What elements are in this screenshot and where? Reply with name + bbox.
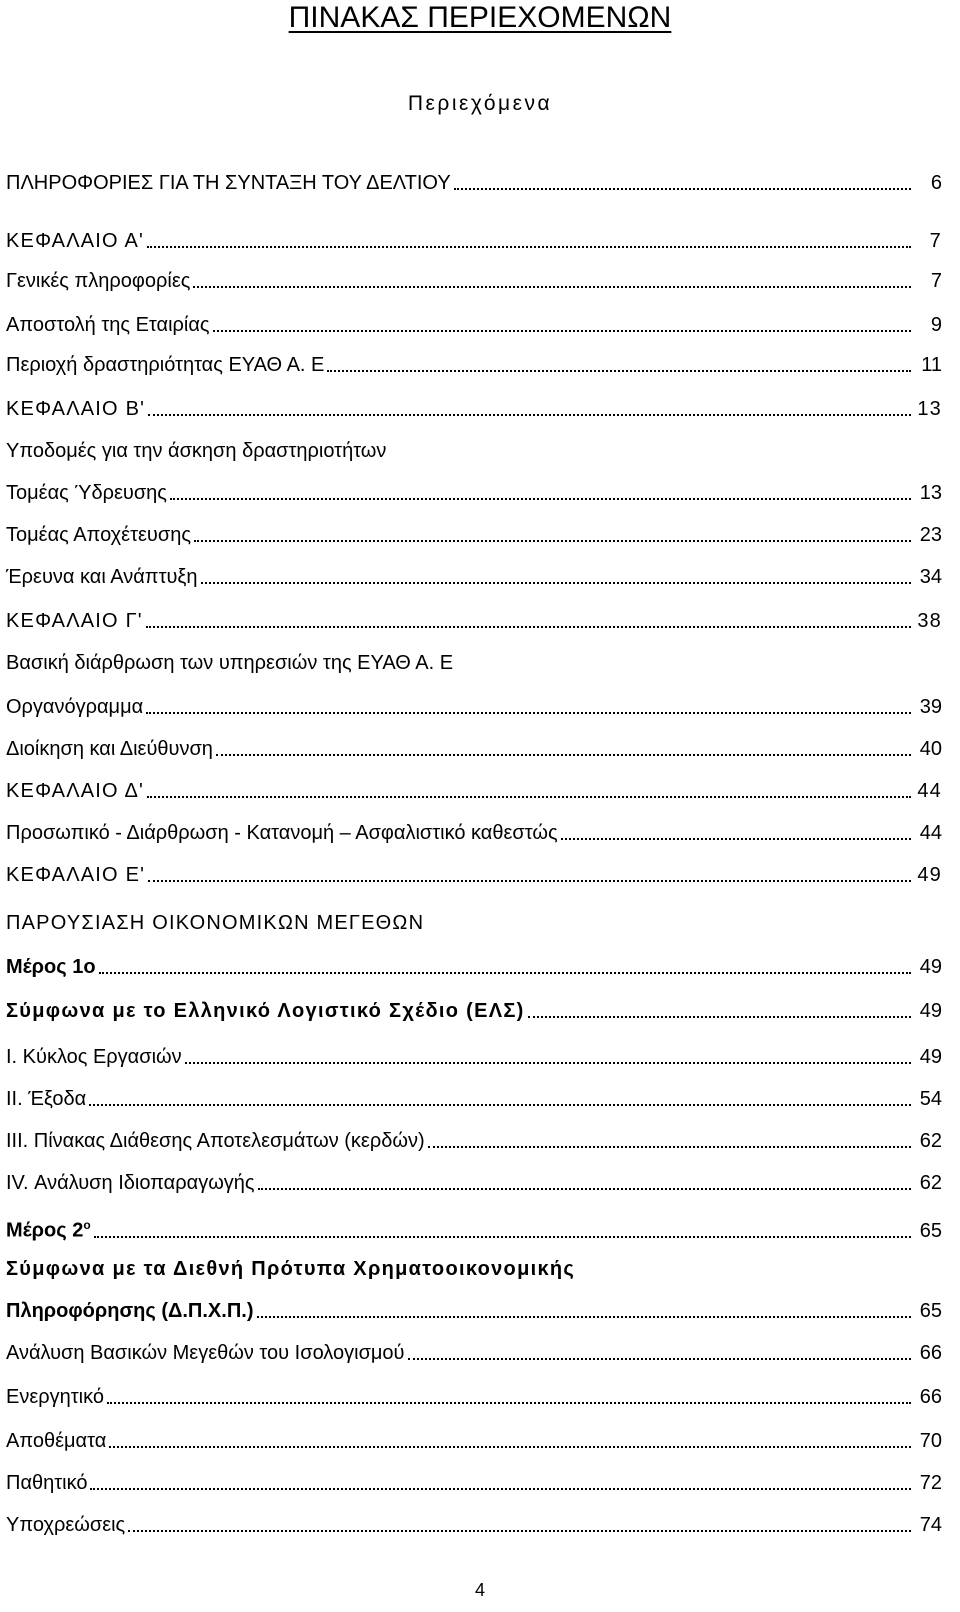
toc-leader xyxy=(94,1236,911,1238)
toc-entry-label: III. Πίνακας Διάθεσης Αποτελεσμάτων (κερδών) xyxy=(6,1130,425,1152)
toc-entry-page: 6 xyxy=(930,172,942,194)
toc-entry[interactable] xyxy=(6,1470,942,1496)
toc-entry-page: 66 xyxy=(919,1342,942,1364)
toc-entry[interactable] xyxy=(6,650,942,676)
toc-leader xyxy=(90,1488,911,1490)
toc-entry-page: 62 xyxy=(919,1172,942,1194)
toc-entry-label: ΚΕΦΑΛΑΙΟ Ε' xyxy=(6,864,146,886)
toc-entry-label: Οργανόγραμμα xyxy=(6,696,144,718)
toc-entry[interactable] xyxy=(6,1256,942,1282)
toc-entry-page: 49 xyxy=(917,864,942,886)
toc-entry[interactable] xyxy=(6,1428,942,1454)
toc-leader xyxy=(109,1446,911,1448)
toc-entry[interactable] xyxy=(6,862,942,888)
toc-entry-label: ΠΑΡΟΥΣΙΑΣΗ ΟΙΚΟΝΟΜΙΚΩΝ ΜΕΓΕΘΩΝ xyxy=(6,912,425,934)
toc-entry[interactable] xyxy=(6,1044,942,1070)
toc-leader xyxy=(89,1104,911,1106)
toc-entry[interactable] xyxy=(6,820,942,846)
toc-entry-page: 34 xyxy=(919,566,942,588)
toc-entry-page: 65 xyxy=(919,1300,942,1322)
toc-entry-label: Έρευνα και Ανάπτυξη xyxy=(6,566,198,588)
toc-entry-label: Σύμφωνα με τα Διεθνή Πρότυπα Χρηματοοικονομικής xyxy=(6,1258,576,1280)
contents-subtitle: Περιεχόμενα xyxy=(407,92,553,115)
toc-entry-label: Αποστολή της Εταιρίας xyxy=(6,314,210,336)
toc-entry[interactable] xyxy=(6,736,942,762)
toc-entry[interactable] xyxy=(6,268,942,294)
toc-leader xyxy=(257,1316,912,1318)
toc-leader xyxy=(146,712,911,714)
toc-entry-label: Τομέας Ύδρευσης xyxy=(6,482,167,504)
toc-entry-label: IV. Ανάλυση Ιδιοπαραγωγής xyxy=(6,1172,255,1194)
toc-leader xyxy=(201,582,911,584)
toc-entry-page: 70 xyxy=(919,1430,942,1452)
toc-entry-page: 44 xyxy=(917,780,942,802)
toc-entry-page: 11 xyxy=(921,354,942,376)
toc-entry[interactable] xyxy=(6,564,942,590)
toc-entry-label: Αποθέματα xyxy=(6,1430,107,1452)
toc-entry-page: 49 xyxy=(919,956,942,978)
toc-entry-label: Μέρος 1ο xyxy=(6,956,96,978)
toc-entry-label: Προσωπικό - Διάρθρωση - Κατανομή – Ασφαλιστικό καθεστώς xyxy=(6,822,558,844)
toc-leader xyxy=(194,540,911,542)
toc-leader xyxy=(528,1016,911,1018)
toc-entry[interactable] xyxy=(6,608,942,634)
toc-entry-label: II. Έξοδα xyxy=(6,1088,87,1110)
toc-entry[interactable] xyxy=(6,1212,942,1244)
toc-entry-label: ΚΕΦΑΛΑΙΟ Δ' xyxy=(6,780,145,802)
toc-entry-page: 54 xyxy=(919,1088,942,1110)
toc-entry-label: Πληροφόρησης (Δ.Π.Χ.Π.) xyxy=(6,1300,254,1322)
toc-entry-page: 40 xyxy=(919,738,942,760)
toc-entry[interactable] xyxy=(6,522,942,548)
toc-entry-page: 39 xyxy=(919,696,942,718)
toc-entry-label: Υποχρεώσεις xyxy=(6,1514,126,1536)
page-number: 4 xyxy=(474,1580,485,1600)
toc-entry-label: Περιοχή δραστηριότητας ΕΥΑΘ Α. Ε xyxy=(6,354,325,376)
toc-entry-label: Βασική διάρθρωση των υπηρεσιών της ΕΥΑΘ Α. Ε xyxy=(6,652,454,674)
toc-entry-label: ΚΕΦΑΛΑΙΟ Α' xyxy=(6,230,145,252)
toc-entry[interactable] xyxy=(6,170,942,196)
toc-entry-page: 13 xyxy=(919,482,942,504)
toc-entry-page: 66 xyxy=(919,1386,942,1408)
toc-entry-label: Υποδομές για την άσκηση δραστηριοτήτων xyxy=(6,440,387,462)
toc-entry[interactable] xyxy=(6,694,942,720)
toc-leader xyxy=(147,246,911,248)
toc-leader xyxy=(327,370,911,372)
toc-entry-label: ΚΕΦΑΛΑΙΟ Β' xyxy=(6,398,146,420)
toc-entry[interactable] xyxy=(6,954,942,980)
toc-entry[interactable] xyxy=(6,778,942,804)
toc-leader xyxy=(428,1146,911,1148)
toc-leader xyxy=(170,498,911,500)
toc-entry-page: 74 xyxy=(919,1514,942,1536)
toc-entry[interactable] xyxy=(6,1384,942,1410)
toc-entry-page: 65 xyxy=(919,1219,942,1242)
toc-entry[interactable] xyxy=(6,438,942,464)
toc-leader xyxy=(216,754,911,756)
toc-leader xyxy=(185,1062,911,1064)
toc-entry-label: Διοίκηση και Διεύθυνση xyxy=(6,738,213,760)
toc-entry[interactable] xyxy=(6,998,942,1024)
toc-leader xyxy=(561,838,911,840)
toc-entry[interactable] xyxy=(6,312,942,338)
toc-entry-label: ΚΕΦΑΛΑΙΟ Γ' xyxy=(6,610,143,632)
toc-entry-page: 44 xyxy=(919,822,942,844)
toc-leader xyxy=(148,414,911,416)
toc-entry-label: Μέρος $2^o$ xyxy=(6,1218,91,1242)
toc-entry-page: 13 xyxy=(917,398,942,420)
toc-leader xyxy=(107,1402,911,1404)
toc-entry-label: Ανάλυση Βασικών Μεγεθών του Ισολογισμού xyxy=(6,1342,405,1364)
toc-entry[interactable] xyxy=(6,910,942,936)
toc-entry[interactable] xyxy=(6,1340,942,1366)
toc-entry-page: 62 xyxy=(919,1130,942,1152)
toc-leader xyxy=(128,1530,911,1532)
toc-entry-page: 23 xyxy=(919,524,942,546)
toc-entry-page: 49 xyxy=(919,1046,942,1068)
toc-entry-page: 49 xyxy=(919,1000,942,1022)
toc-leader xyxy=(193,286,911,288)
toc-leader xyxy=(147,796,911,798)
toc-leader xyxy=(213,330,911,332)
superscript-ordinal: ο xyxy=(83,1218,91,1232)
toc-entry-page: 38 xyxy=(917,610,942,632)
toc-entry-label: Γενικές πληροφορίες xyxy=(6,270,191,292)
toc-leader xyxy=(408,1358,912,1360)
toc-entry[interactable] xyxy=(6,1170,942,1196)
toc-leader xyxy=(99,972,911,974)
document-title: ΠΙΝΑΚΑΣ ΠΕΡΙΕΧΟΜΕΝΩΝ xyxy=(288,1,672,34)
toc-entry[interactable] xyxy=(6,1086,942,1112)
toc-leader xyxy=(454,188,911,190)
toc-entry[interactable] xyxy=(6,480,942,506)
toc-leader xyxy=(148,880,911,882)
toc-entry[interactable] xyxy=(6,1298,942,1324)
toc-leader xyxy=(146,626,911,628)
toc-entry[interactable] xyxy=(6,352,942,378)
toc-entry[interactable] xyxy=(6,396,942,422)
toc-entry-label: I. Κύκλος Εργασιών xyxy=(6,1046,182,1068)
toc-entry-page: 72 xyxy=(919,1472,942,1494)
toc-entry-page: 7 xyxy=(929,230,942,252)
toc-entry-page: 9 xyxy=(930,314,942,336)
toc-entry[interactable] xyxy=(6,1128,942,1154)
toc-entry-label: Ενεργητικό xyxy=(6,1386,104,1408)
toc-entry-label: Παθητικό xyxy=(6,1472,88,1494)
toc-entry[interactable] xyxy=(6,1512,942,1538)
toc-entry-label: Σύμφωνα με το Ελληνικό Λογιστικό Σχέδιο (ΕΛΣ) xyxy=(6,1000,525,1022)
toc-entry[interactable] xyxy=(6,228,942,254)
toc-leader xyxy=(258,1188,911,1190)
toc-entry-page: 7 xyxy=(930,270,942,292)
toc-entry-label: ΠΛΗΡΟΦΟΡΙΕΣ ΓΙΑ ΤΗ ΣΥΝΤΑΞΗ ΤΟΥ ΔΕΛΤΙΟΥ xyxy=(6,172,451,194)
toc-entry-label: Τομέας Αποχέτευσης xyxy=(6,524,191,546)
